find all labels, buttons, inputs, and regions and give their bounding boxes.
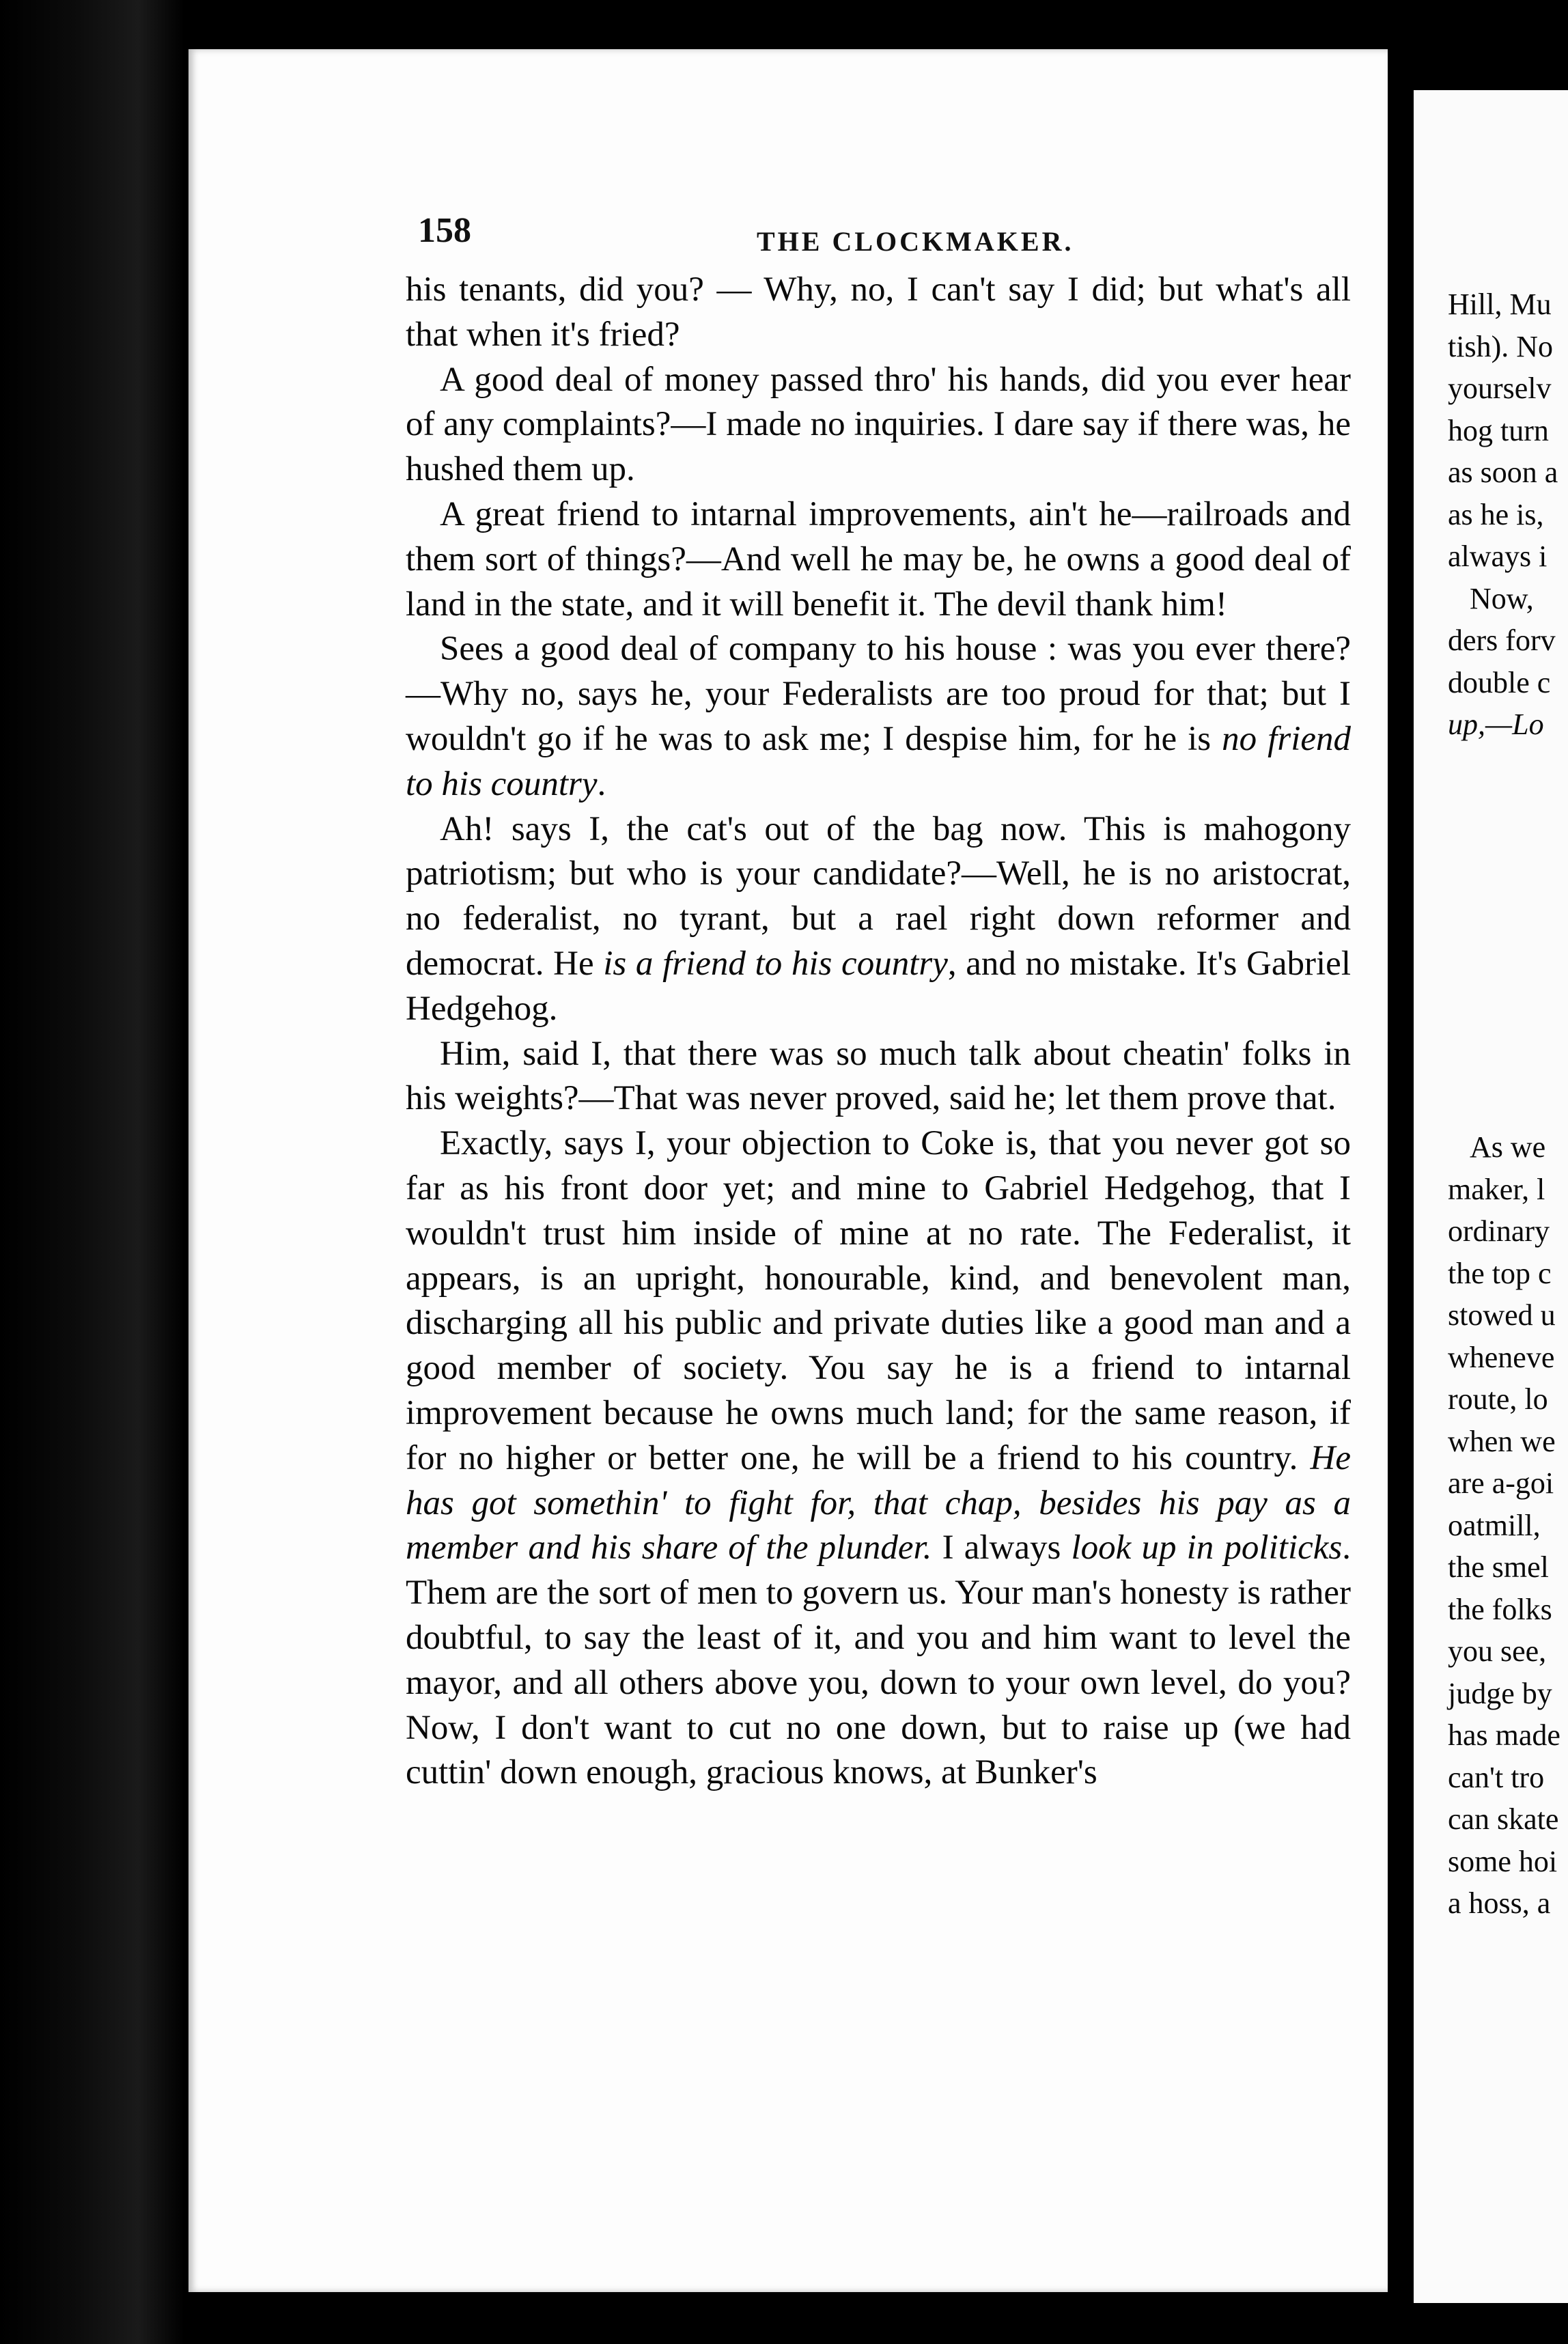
- text-run: Ah! says I, the cat's out of the bag now. This is mahogony patriotism; but who is your candidate?—Well, he is no aristocrat, no federalist, no tyrant, but a rael right down reformer and democrat. He: [406, 809, 1351, 983]
- facing-page-line: has made: [1448, 1718, 1560, 1752]
- text-run: , and no mistake. It's Gabriel Hedgehog.: [406, 944, 1351, 1028]
- paragraph: [406, 268, 1351, 358]
- facing-page-line: Hill, Mu: [1448, 288, 1552, 321]
- facing-page-line: as he is,: [1448, 497, 1544, 531]
- facing-page-line: ordinary: [1448, 1214, 1550, 1248]
- page-number: 158: [418, 211, 471, 250]
- text-run: his tenants, did you? — Why, no, I can't say I did; but what's all that when it's fried?: [406, 270, 1351, 354]
- facing-page-line: you see,: [1448, 1634, 1547, 1668]
- facing-page-line: judge by: [1448, 1676, 1552, 1710]
- italic-text: is a friend to his country: [603, 944, 948, 983]
- facing-page-line: some hoi: [1448, 1844, 1558, 1878]
- text-run: .: [597, 764, 606, 803]
- running-head: THE CLOCKMAKER.: [757, 226, 1074, 257]
- facing-page-line: hog turn: [1448, 413, 1549, 447]
- facing-page-line: double c: [1448, 665, 1551, 699]
- facing-page-line: oatmill,: [1448, 1508, 1541, 1542]
- facing-page-line: Now,: [1470, 581, 1534, 615]
- italic-text: look up in politicks: [1071, 1529, 1343, 1567]
- facing-page-line: can skate: [1448, 1802, 1559, 1836]
- facing-page-line: route, lo: [1448, 1382, 1548, 1416]
- facing-page-line: As we: [1470, 1130, 1546, 1164]
- paragraph: [406, 627, 1351, 807]
- paragraph: [406, 1121, 1351, 1796]
- text-run: A great friend to intarnal improvements, ain't he—railroads and them sort of things?—And well he may be, he owns a good deal of land in the state, and it will benefit it. The devil thank him!: [406, 494, 1351, 624]
- paragraph: [406, 358, 1351, 492]
- paragraph: [406, 807, 1351, 1032]
- text-run: Exactly, says I, your objection to Coke is, that you never got so far as his front door yet; and mine to Gabriel Hedgehog, that I wouldn't trust him inside of mine at no rate. The Federalist, it appears, is an upright, honourable, kind, and benevolent man, discharging all his public and private duties like a good man and a good member of society. You say he is a friend to intarnal improvement because he owns much land; for the same reason, if for no higher or better one, he will be a friend to his country.: [406, 1124, 1351, 1477]
- facing-page-line: always i: [1448, 540, 1548, 573]
- text-run: A good deal of money passed thro' his hands, did you ever hear of any complaints?—I made no inquiries. I dare say if there was, he hushed them up.: [406, 360, 1351, 489]
- facing-page-line: stowed u: [1448, 1298, 1556, 1332]
- italic-text: no friend to his country: [406, 719, 1351, 803]
- paragraph: [406, 492, 1351, 627]
- facing-page-line: when we: [1448, 1424, 1556, 1458]
- book-spine-shadow: [0, 0, 184, 2344]
- facing-page-line: as soon a: [1448, 456, 1558, 489]
- facing-page-line: yourselv: [1448, 372, 1552, 405]
- body-text: [406, 268, 1351, 1796]
- facing-page-line: the smel: [1448, 1550, 1549, 1584]
- text-run: . Them are the sort of men to govern us. Your man's honesty is rather doubtful, to say the least of it, and you and him want to level the mayor, and all others above you, down to your own level, do you? Now, I don't want to cut no one down, but to raise up (we had cuttin' down enough, gracious knows, at Bunker's: [406, 1529, 1351, 1792]
- italic-text: He has got somethin' to fight for, that chap, besides his pay as a member and his share of the plunder.: [406, 1438, 1351, 1567]
- paragraph: [406, 1032, 1351, 1122]
- facing-page-line: maker, l: [1448, 1172, 1545, 1206]
- facing-page-line: up,—Lo: [1448, 708, 1544, 741]
- facing-page-line: are a-goi: [1448, 1466, 1554, 1500]
- facing-page-line: a hoss, a: [1448, 1886, 1551, 1920]
- text-run: Him, said I, that there was so much talk about cheatin' folks in his weights?—That was never proved, said he; let them prove that.: [406, 1034, 1351, 1118]
- facing-page-line: the top c: [1448, 1256, 1552, 1290]
- text-run: Sees a good deal of company to his house : was you ever there?—Why no, says he, your Federalists are too proud for that; but I wouldn't go if he was to ask me; I despise him, for he is: [406, 630, 1351, 758]
- facing-page: [1414, 90, 1568, 2303]
- facing-page-line: can't tro: [1448, 1760, 1545, 1794]
- text-run: I always: [932, 1529, 1072, 1567]
- facing-page-line: tish). No: [1448, 329, 1553, 363]
- facing-page-line: wheneve: [1448, 1340, 1555, 1374]
- facing-page-line: the folks: [1448, 1592, 1552, 1626]
- facing-page-line: ders forv: [1448, 624, 1556, 657]
